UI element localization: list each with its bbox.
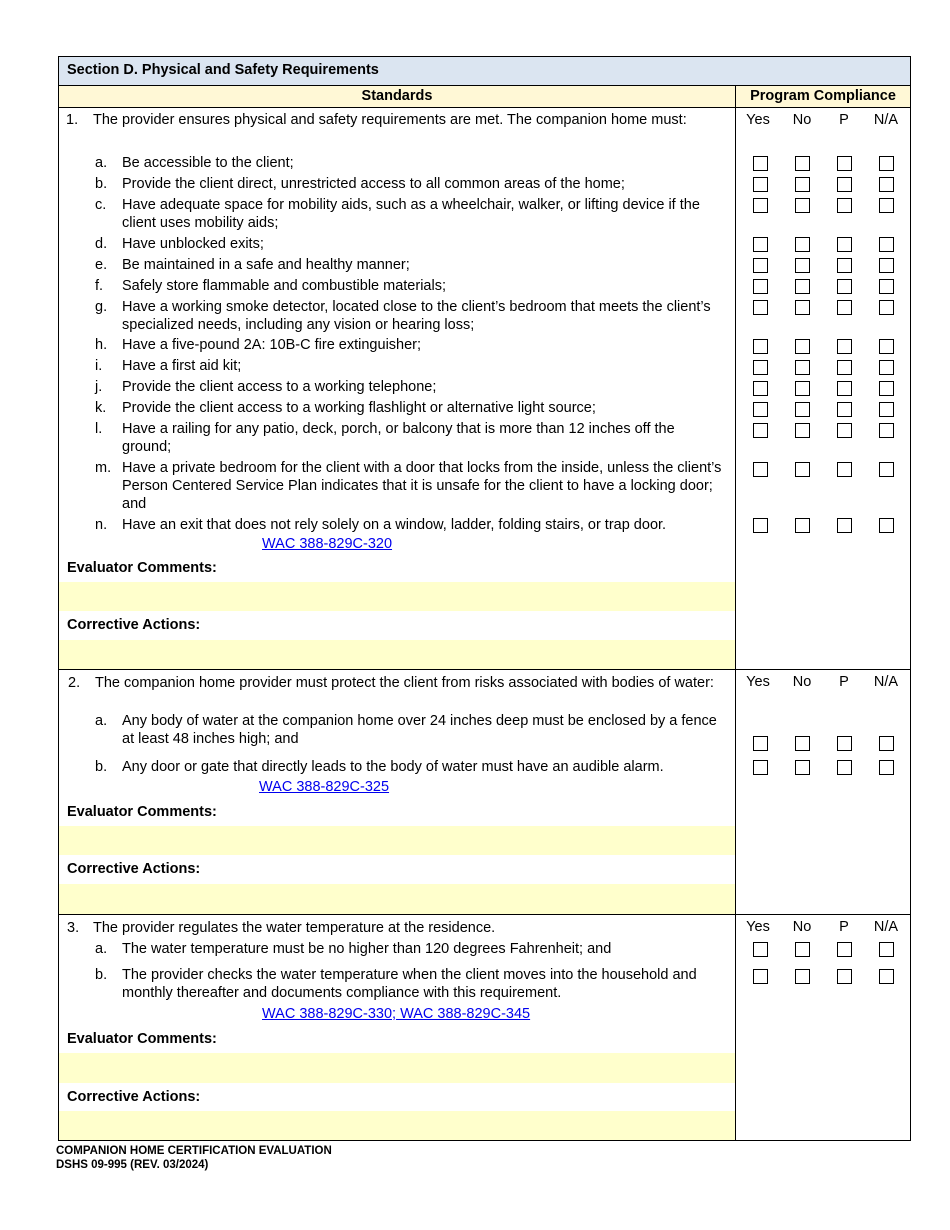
- compliance-checkbox[interactable]: [879, 942, 894, 957]
- compliance-checkbox[interactable]: [795, 198, 810, 213]
- compliance-checkbox[interactable]: [879, 360, 894, 375]
- subitem-letter: j.: [95, 379, 103, 395]
- compliance-checkbox[interactable]: [795, 736, 810, 751]
- compliance-checkbox[interactable]: [837, 518, 852, 533]
- compliance-checkbox[interactable]: [753, 279, 768, 294]
- compliance-checkbox[interactable]: [879, 381, 894, 396]
- subitem-text: Have a working smoke detector, located close to the client’s bedroom that meets the client’s specialized needs, including any vision or hearing loss;: [122, 299, 711, 333]
- subitem-letter: c.: [95, 197, 107, 213]
- compliance-checkbox[interactable]: [837, 339, 852, 354]
- evaluator-comments-label: Evaluator Comments:: [67, 560, 217, 576]
- compliance-checkbox[interactable]: [879, 258, 894, 273]
- compliance-checkbox[interactable]: [879, 237, 894, 252]
- subitem-text: Be maintained in a safe and healthy manner;: [122, 257, 410, 273]
- compliance-option-label: P: [839, 112, 849, 128]
- footer-form-number: DSHS 09-995 (REV. 03/2024): [56, 1159, 209, 1171]
- compliance-checkbox[interactable]: [837, 258, 852, 273]
- compliance-checkbox[interactable]: [837, 156, 852, 171]
- compliance-checkbox[interactable]: [837, 736, 852, 751]
- compliance-checkbox[interactable]: [879, 736, 894, 751]
- compliance-checkbox[interactable]: [879, 969, 894, 984]
- corrective-actions-label: Corrective Actions:: [67, 861, 201, 877]
- compliance-checkbox[interactable]: [753, 760, 768, 775]
- compliance-checkbox[interactable]: [753, 360, 768, 375]
- item-number: 2.: [68, 675, 81, 691]
- evaluator-comments-field-1[interactable]: [59, 582, 735, 611]
- footer-title: COMPANION HOME CERTIFICATION EVALUATION: [56, 1145, 332, 1157]
- compliance-checkbox[interactable]: [837, 177, 852, 192]
- compliance-option-label: No: [792, 919, 812, 935]
- wac-link-1[interactable]: WAC 388-829C-320: [262, 536, 393, 552]
- subitem-letter: h.: [95, 337, 108, 353]
- subitem-text: The provider checks the water temperature when the client moves into the household and monthly thereafter and documents compliance with this requirement.: [122, 967, 697, 1001]
- subitem-text: Have a railing for any patio, deck, porch, or balcony that is more than 12 inches off the ground;: [122, 421, 675, 455]
- border-top: [58, 56, 911, 57]
- compliance-checkbox[interactable]: [837, 279, 852, 294]
- compliance-checkbox[interactable]: [753, 402, 768, 417]
- compliance-checkbox[interactable]: [837, 969, 852, 984]
- compliance-checkbox[interactable]: [837, 360, 852, 375]
- compliance-checkbox[interactable]: [795, 969, 810, 984]
- compliance-checkbox[interactable]: [753, 156, 768, 171]
- compliance-checkbox[interactable]: [879, 279, 894, 294]
- border-item-1: [58, 669, 911, 670]
- subitem-letter: n.: [95, 517, 108, 533]
- compliance-checkbox[interactable]: [837, 237, 852, 252]
- subitem-text: Provide the client access to a working flashlight or alternative light source;: [122, 400, 596, 416]
- standards-header: Standards: [59, 86, 735, 107]
- compliance-checkbox[interactable]: [879, 462, 894, 477]
- compliance-option-label: Yes: [746, 112, 770, 128]
- subitem-letter: a.: [95, 155, 108, 171]
- item-number: 1.: [66, 112, 79, 128]
- corrective-actions-field-1[interactable]: [59, 640, 735, 669]
- compliance-checkbox[interactable]: [795, 300, 810, 315]
- border-right: [910, 56, 911, 1141]
- compliance-checkbox[interactable]: [795, 360, 810, 375]
- wac-link-3[interactable]: WAC 388-829C-330; WAC 388-829C-345: [262, 1006, 531, 1022]
- subitem-letter: k.: [95, 400, 107, 416]
- compliance-checkbox[interactable]: [879, 198, 894, 213]
- item-text: The provider ensures physical and safety requirements are met. The companion home must:: [93, 112, 687, 128]
- compliance-checkbox[interactable]: [753, 969, 768, 984]
- compliance-checkbox[interactable]: [879, 518, 894, 533]
- compliance-checkbox[interactable]: [837, 462, 852, 477]
- subitem-letter: b.: [95, 176, 108, 192]
- subitem-text: Be accessible to the client;: [122, 155, 294, 171]
- compliance-checkbox[interactable]: [795, 279, 810, 294]
- compliance-checkbox[interactable]: [795, 942, 810, 957]
- compliance-checkbox[interactable]: [795, 518, 810, 533]
- compliance-header: Program Compliance: [736, 86, 910, 107]
- evaluator-comments-label: Evaluator Comments:: [67, 804, 217, 820]
- border-left: [58, 56, 59, 1141]
- subitem-letter: e.: [95, 257, 108, 273]
- compliance-option-label: P: [839, 919, 849, 935]
- subitem-text: Provide the client access to a working telephone;: [122, 379, 437, 395]
- compliance-checkbox[interactable]: [879, 177, 894, 192]
- compliance-checkbox[interactable]: [795, 462, 810, 477]
- corrective-actions-label: Corrective Actions:: [67, 1089, 201, 1105]
- compliance-checkbox[interactable]: [753, 198, 768, 213]
- section-header: [59, 57, 910, 85]
- compliance-checkbox[interactable]: [795, 177, 810, 192]
- item-text: The companion home provider must protect the client from risks associated with bodies of water:: [95, 675, 714, 691]
- subitem-text: The water temperature must be no higher than 120 degrees Fahrenheit; and: [122, 941, 612, 957]
- subitem-text: Have adequate space for mobility aids, such as a wheelchair, walker, or lifting device if the client uses mobility aids;: [122, 197, 700, 231]
- compliance-checkbox[interactable]: [795, 258, 810, 273]
- border-header: [58, 107, 911, 108]
- border-item-2: [58, 914, 911, 915]
- subitem-letter: l.: [95, 421, 103, 437]
- compliance-option-label: Yes: [746, 919, 770, 935]
- subitem-letter: f.: [95, 278, 104, 294]
- subitem-text: Have a first aid kit;: [122, 358, 242, 374]
- compliance-checkbox[interactable]: [795, 237, 810, 252]
- compliance-option-label: P: [839, 674, 849, 690]
- compliance-checkbox[interactable]: [837, 381, 852, 396]
- subitem-text: Provide the client direct, unrestricted access to all common areas of the home;: [122, 176, 625, 192]
- compliance-checkbox[interactable]: [753, 300, 768, 315]
- compliance-checkbox[interactable]: [837, 198, 852, 213]
- compliance-checkbox[interactable]: [753, 462, 768, 477]
- subitem-letter: d.: [95, 236, 108, 252]
- evaluator-comments-label: Evaluator Comments:: [67, 1031, 217, 1047]
- border-bottom: [58, 1140, 911, 1141]
- corrective-actions-field-3[interactable]: [59, 1111, 735, 1140]
- compliance-option-label: N/A: [873, 112, 899, 128]
- compliance-checkbox[interactable]: [879, 300, 894, 315]
- evaluator-comments-field-2[interactable]: [59, 826, 735, 855]
- compliance-checkbox[interactable]: [795, 423, 810, 438]
- compliance-checkbox[interactable]: [795, 339, 810, 354]
- compliance-checkbox[interactable]: [753, 518, 768, 533]
- compliance-option-label: No: [792, 674, 812, 690]
- compliance-checkbox[interactable]: [753, 237, 768, 252]
- compliance-checkbox[interactable]: [879, 760, 894, 775]
- compliance-checkbox[interactable]: [795, 402, 810, 417]
- compliance-checkbox[interactable]: [795, 381, 810, 396]
- border-section: [58, 85, 911, 86]
- subitem-letter: b.: [95, 967, 108, 983]
- compliance-checkbox[interactable]: [753, 423, 768, 438]
- compliance-checkbox[interactable]: [795, 760, 810, 775]
- wac-link-2[interactable]: WAC 388-829C-325: [259, 779, 390, 795]
- border-middle: [735, 85, 736, 1140]
- item-text: The provider regulates the water temperature at the residence.: [93, 920, 496, 936]
- compliance-checkbox[interactable]: [837, 942, 852, 957]
- subitem-text: Have a five-pound 2A: 10B-C fire extinguisher;: [122, 337, 422, 353]
- compliance-checkbox[interactable]: [837, 402, 852, 417]
- compliance-option-label: No: [792, 112, 812, 128]
- corrective-actions-label: Corrective Actions:: [67, 617, 201, 633]
- corrective-actions-field-2[interactable]: [59, 884, 735, 914]
- subitem-letter: a.: [95, 713, 108, 729]
- subitem-letter: m.: [95, 460, 112, 476]
- compliance-checkbox[interactable]: [753, 339, 768, 354]
- subitem-text: Safely store flammable and combustible materials;: [122, 278, 446, 294]
- compliance-option-label: Yes: [746, 674, 770, 690]
- compliance-checkbox[interactable]: [879, 339, 894, 354]
- subitem-text: Have unblocked exits;: [122, 236, 264, 252]
- compliance-checkbox[interactable]: [837, 423, 852, 438]
- compliance-checkbox[interactable]: [753, 177, 768, 192]
- compliance-checkbox[interactable]: [837, 300, 852, 315]
- subitem-text: Have an exit that does not rely solely on a window, ladder, folding stairs, or trap door.: [122, 517, 667, 533]
- subitem-letter: b.: [95, 759, 108, 775]
- subitem-text: Any body of water at the companion home over 24 inches deep must be enclosed by a fence at least 48 inches high; and: [122, 713, 717, 747]
- compliance-checkbox[interactable]: [753, 942, 768, 957]
- item-number: 3.: [67, 920, 80, 936]
- compliance-option-label: N/A: [873, 919, 899, 935]
- evaluator-comments-field-3[interactable]: [59, 1053, 735, 1083]
- subitem-letter: a.: [95, 941, 108, 957]
- subitem-letter: i.: [95, 358, 103, 374]
- compliance-checkbox[interactable]: [753, 381, 768, 396]
- compliance-checkbox[interactable]: [795, 156, 810, 171]
- compliance-checkbox[interactable]: [837, 760, 852, 775]
- compliance-checkbox[interactable]: [879, 402, 894, 417]
- section-title: Section D. Physical and Safety Requirements: [67, 62, 379, 78]
- compliance-option-label: N/A: [873, 674, 899, 690]
- subitem-text: Any door or gate that directly leads to the body of water must have an audible alarm.: [122, 759, 664, 775]
- compliance-checkbox[interactable]: [879, 423, 894, 438]
- subitem-letter: g.: [95, 299, 108, 315]
- compliance-checkbox[interactable]: [753, 736, 768, 751]
- subitem-text: Have a private bedroom for the client with a door that locks from the inside, unless the client’s Person Centered Service Plan indicates that it is unsafe for the client to have a locking door; and: [122, 460, 722, 512]
- compliance-checkbox[interactable]: [753, 258, 768, 273]
- compliance-checkbox[interactable]: [879, 156, 894, 171]
